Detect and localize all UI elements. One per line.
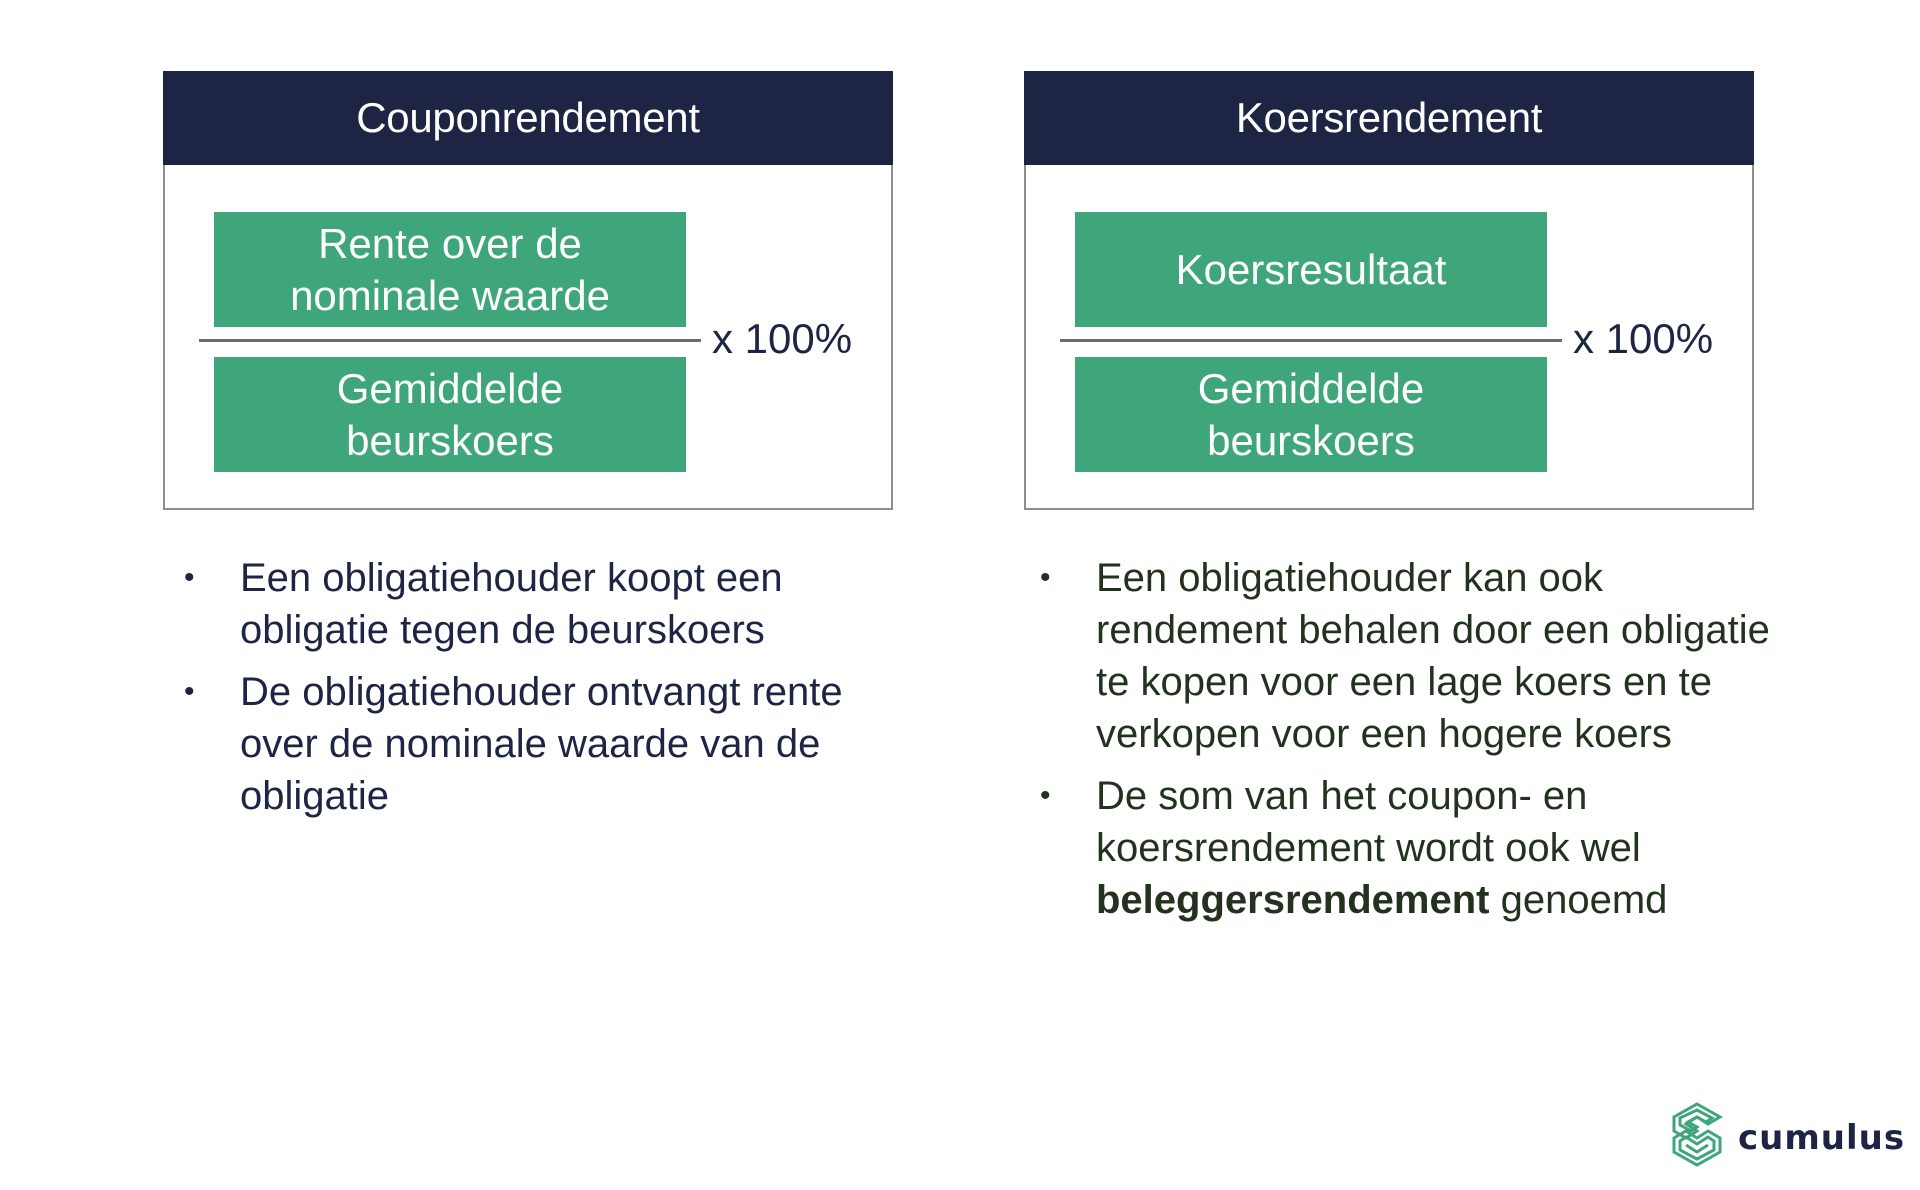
cumulus-logo-icon: [1664, 1100, 1730, 1176]
bullet-text: Een obligatiehouder kan ook rendement behalen door een obligatie te kopen voor een lage koers en te verkopen voor een hogere koers: [1096, 556, 1770, 756]
price-yield-numerator: Koersresultaat: [1075, 212, 1547, 327]
coupon-yield-title: Couponrendement: [163, 71, 893, 165]
coupon-yield-numerator: Rente over de nominale waarde: [214, 212, 686, 327]
price-yield-title: Koersrendement: [1024, 71, 1754, 165]
price-yield-multiplier: x 100%: [1573, 315, 1714, 362]
coupon-yield-multiplier: x 100%: [712, 315, 853, 362]
logo-text: cumulus: [1738, 1118, 1906, 1158]
bullet-icon: •: [184, 561, 195, 594]
bullet-icon: •: [1040, 561, 1051, 594]
list-item: [180, 666, 880, 822]
bullet-text: De obligatiehouder ontvangt rente over de nominale waarde van de obligatie: [240, 670, 843, 818]
bullet-icon: •: [184, 675, 195, 708]
coupon-yield-panel: [163, 71, 893, 510]
bullet-text-end: genoemd: [1500, 878, 1668, 922]
price-yield-panel: [1024, 71, 1754, 510]
list-item: [180, 552, 880, 656]
bullet-text: De som van het coupon- en koersrendement wordt ook wel: [1096, 774, 1641, 870]
bullet-text: Een obligatiehouder koopt een obligatie tegen de beurskoers: [240, 556, 783, 652]
coupon-yield-denominator: Gemiddelde beurskoers: [214, 357, 686, 472]
coupon-yield-bullet-list: [180, 552, 880, 832]
price-yield-fraction-line: [1060, 339, 1562, 342]
list-item: [1036, 552, 1776, 760]
cumulus-logo: [1664, 1100, 1905, 1176]
bullet-bold-term: beleggersrendement: [1096, 878, 1490, 922]
list-item: [1036, 770, 1776, 926]
price-yield-denominator: Gemiddelde beurskoers: [1075, 357, 1547, 472]
bullet-icon: •: [1040, 779, 1051, 812]
coupon-yield-fraction-line: [199, 339, 701, 342]
price-yield-bullet-list: [1036, 552, 1776, 936]
